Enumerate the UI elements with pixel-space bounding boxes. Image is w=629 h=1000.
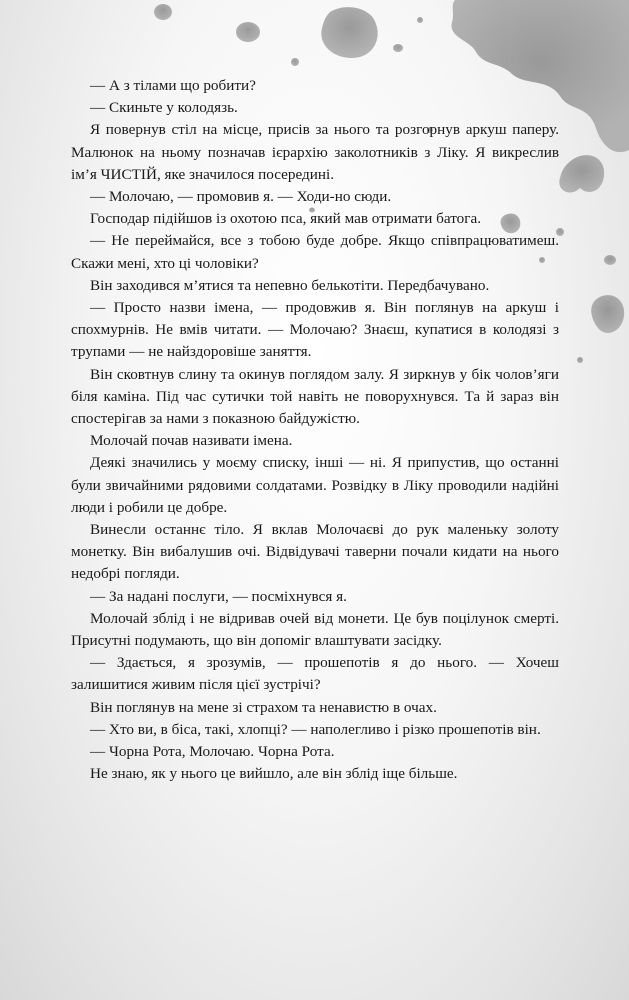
paragraph: — Просто назви імена, — продовжив я. Він поглянув на аркуш і спохмурнів. Не вмів читати. — Молочаю? Знаєш, купатися в колодязі з трупами — не найздоровіше заняття.	[71, 299, 559, 361]
paragraph: Я повернув стіл на місце, присів за нього та розгорнув аркуш паперу. Малюнок на ньому позначав ієрархію заколотників з Ліку. Я викреслив ім’я ЧИСТІЙ, яке значилося посередині.	[71, 121, 559, 183]
paragraph: Він сковтнув слину та окинув поглядом залу. Я зиркнув у бік чолов’яги біля каміна. Під час сутички той навіть не поворухнувся. Та й зараз він спостерігав за нами з показною байдужістю.	[71, 365, 559, 428]
paragraph: — Хто ви, в біса, такі, хлопці? — наполегливо і різко прошепотів він.	[90, 720, 541, 738]
paragraph: — А з тілами що робити?	[90, 77, 256, 94]
book-page-text	[71, 75, 559, 786]
paragraph: Господар підійшов із охотою пса, який мав отримати батога.	[90, 210, 482, 228]
paragraph: Він заходився м’ятися та непевно белькотіти. Передбачувано.	[90, 276, 490, 294]
paragraph: Деякі значились у моєму списку, інші — ні. Я припустив, що останні були звичайними рядовими солдатами. Розвідку в Ліку проводили надійні люди і робили це добре.	[71, 454, 559, 516]
paragraph: Не знаю, як у нього це вийшло, але він зблід іще більше.	[90, 765, 458, 783]
paragraph: — За надані послуги, — посміхнувся я.	[90, 587, 347, 605]
paragraph: Він поглянув на мене зі страхом та ненавистю в очах.	[90, 698, 437, 716]
paragraph: — Чорна Рота, Молочаю. Чорна Рота.	[90, 743, 335, 761]
paragraph: Молочай зблід і не відривав очей від монети. Це був поцілунок смерті. Присутні подумають, що він допоміг влаштувати засідку.	[71, 609, 559, 650]
paragraph: — Скиньте у колодязь.	[90, 99, 238, 117]
paragraph: — Не переймайся, все з тобою буде добре. Якщо співпрацюватимеш. Скажи мені, хто ці чоловіки?	[71, 232, 559, 272]
paragraph: Молочай почав називати імена.	[90, 432, 293, 450]
paragraph: — Здається, я зрозумів, — прошепотів я до нього. — Хочеш залишитися живим після цієї зустрічі?	[71, 654, 559, 694]
paragraph: Винесли останнє тіло. Я вклав Молочаєві до рук маленьку золоту монетку. Він вибалушив очі. Відвідувачі таверни почали кидати на нього недобрі погляди.	[71, 521, 559, 583]
paragraph: — Молочаю, — промовив я. — Ходи-но сюди.	[90, 188, 392, 206]
